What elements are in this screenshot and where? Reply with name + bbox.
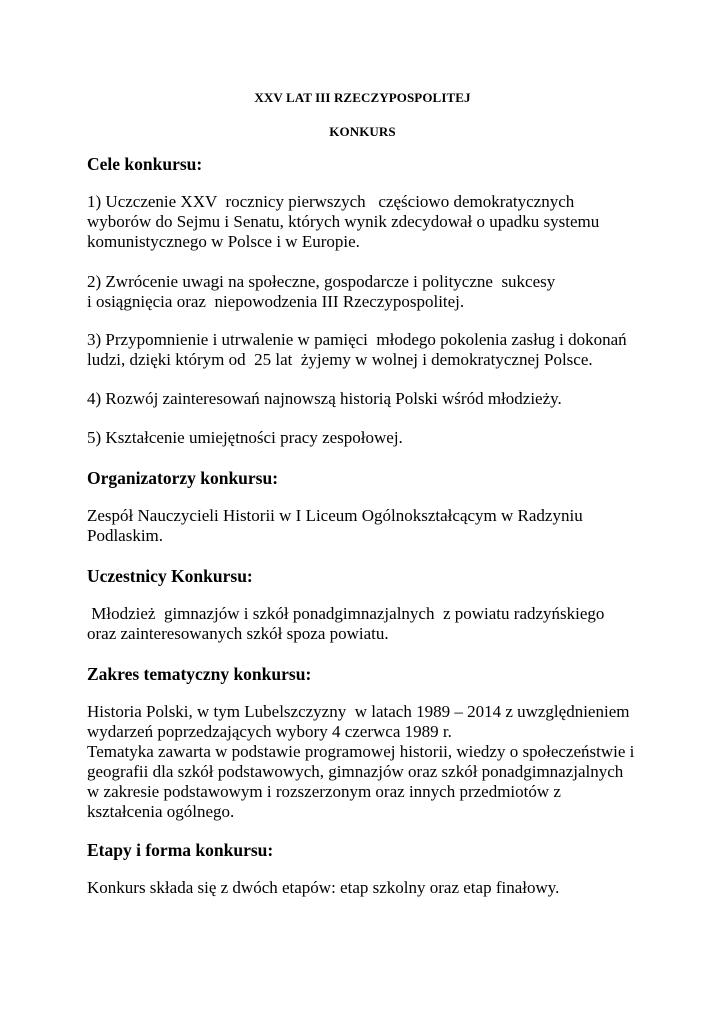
stages-heading: Etapy i forma konkursu: (87, 840, 274, 860)
goal-item-1-line: komunistycznego w Polsce i w Europie. (87, 232, 360, 251)
participants-text-line: oraz zainteresowanych szkół spoza powiatu. (87, 624, 389, 643)
document-title: XXV LAT III RZECZYPOSPOLITEJ (254, 90, 471, 105)
participants-text (87, 604, 687, 644)
goal-item-3 (87, 330, 687, 370)
organizers-text-line: Podlaskim. (87, 526, 164, 545)
goals-heading: Cele konkursu: (87, 154, 203, 174)
scope-text-line: w zakresie podstawowym i rozszerzonym oraz innych przedmiotów z (87, 782, 561, 801)
goal-item-3-line: 3) Przypomnienie i utrwalenie w pamięci młodego pokolenia zasług i dokonań (87, 330, 627, 349)
goal-item-4: 4) Rozwój zainteresowań najnowszą historią Polski wśród młodzieży. (87, 389, 562, 408)
goal-item-2-line: 2) Zwrócenie uwagi na społeczne, gospodarcze i polityczne sukcesy (87, 272, 556, 291)
organizers-text (87, 506, 687, 546)
scope-text-line: wydarzeń poprzedzających wybory 4 czerwca 1989 r. (87, 722, 452, 741)
stages-text: Konkurs składa się z dwóch etapów: etap szkolny oraz etap finałowy. (87, 878, 560, 897)
goal-item-2-line: i osiągnięcia oraz niepowodzenia III Rzeczypospolitej. (87, 292, 465, 311)
scope-text (87, 702, 687, 822)
participants-text-line: Młodzież gimnazjów i szkół ponadgimnazjalnych z powiatu radzyńskiego (87, 604, 605, 623)
scope-text-line: Historia Polski, w tym Lubelszczyzny w latach 1989 – 2014 z uwzględnieniem (87, 702, 630, 721)
scope-text-line: kształcenia ogólnego. (87, 802, 235, 821)
goal-item-1-line: wyborów do Sejmu i Senatu, których wynik zdecydował o upadku systemu (87, 212, 600, 231)
goal-item-3-line: ludzi, dzięki którym od 25 lat żyjemy w wolnej i demokratycznej Polsce. (87, 350, 593, 369)
goal-item-2 (87, 272, 687, 312)
document-subtitle: KONKURS (329, 124, 396, 139)
goal-item-5: 5) Kształcenie umiejętności pracy zespołowej. (87, 428, 403, 447)
organizers-text-line: Zespół Nauczycieli Historii w I Liceum Ogólnokształcącym w Radzyniu (87, 506, 583, 525)
organizers-heading: Organizatorzy konkursu: (87, 468, 279, 488)
goal-item-1-line: 1) Uczczenie XXV rocznicy pierwszych częściowo demokratycznych (87, 192, 575, 211)
goal-item-1 (87, 192, 687, 252)
scope-text-line: Tematyka zawarta w podstawie programowej historii, wiedzy o społeczeństwie i (87, 742, 635, 761)
scope-text-line: geografii dla szkół podstawowych, gimnazjów oraz szkół ponadgimnazjalnych (87, 762, 624, 781)
participants-heading: Uczestnicy Konkursu: (87, 566, 253, 586)
scope-heading: Zakres tematyczny konkursu: (87, 664, 312, 684)
